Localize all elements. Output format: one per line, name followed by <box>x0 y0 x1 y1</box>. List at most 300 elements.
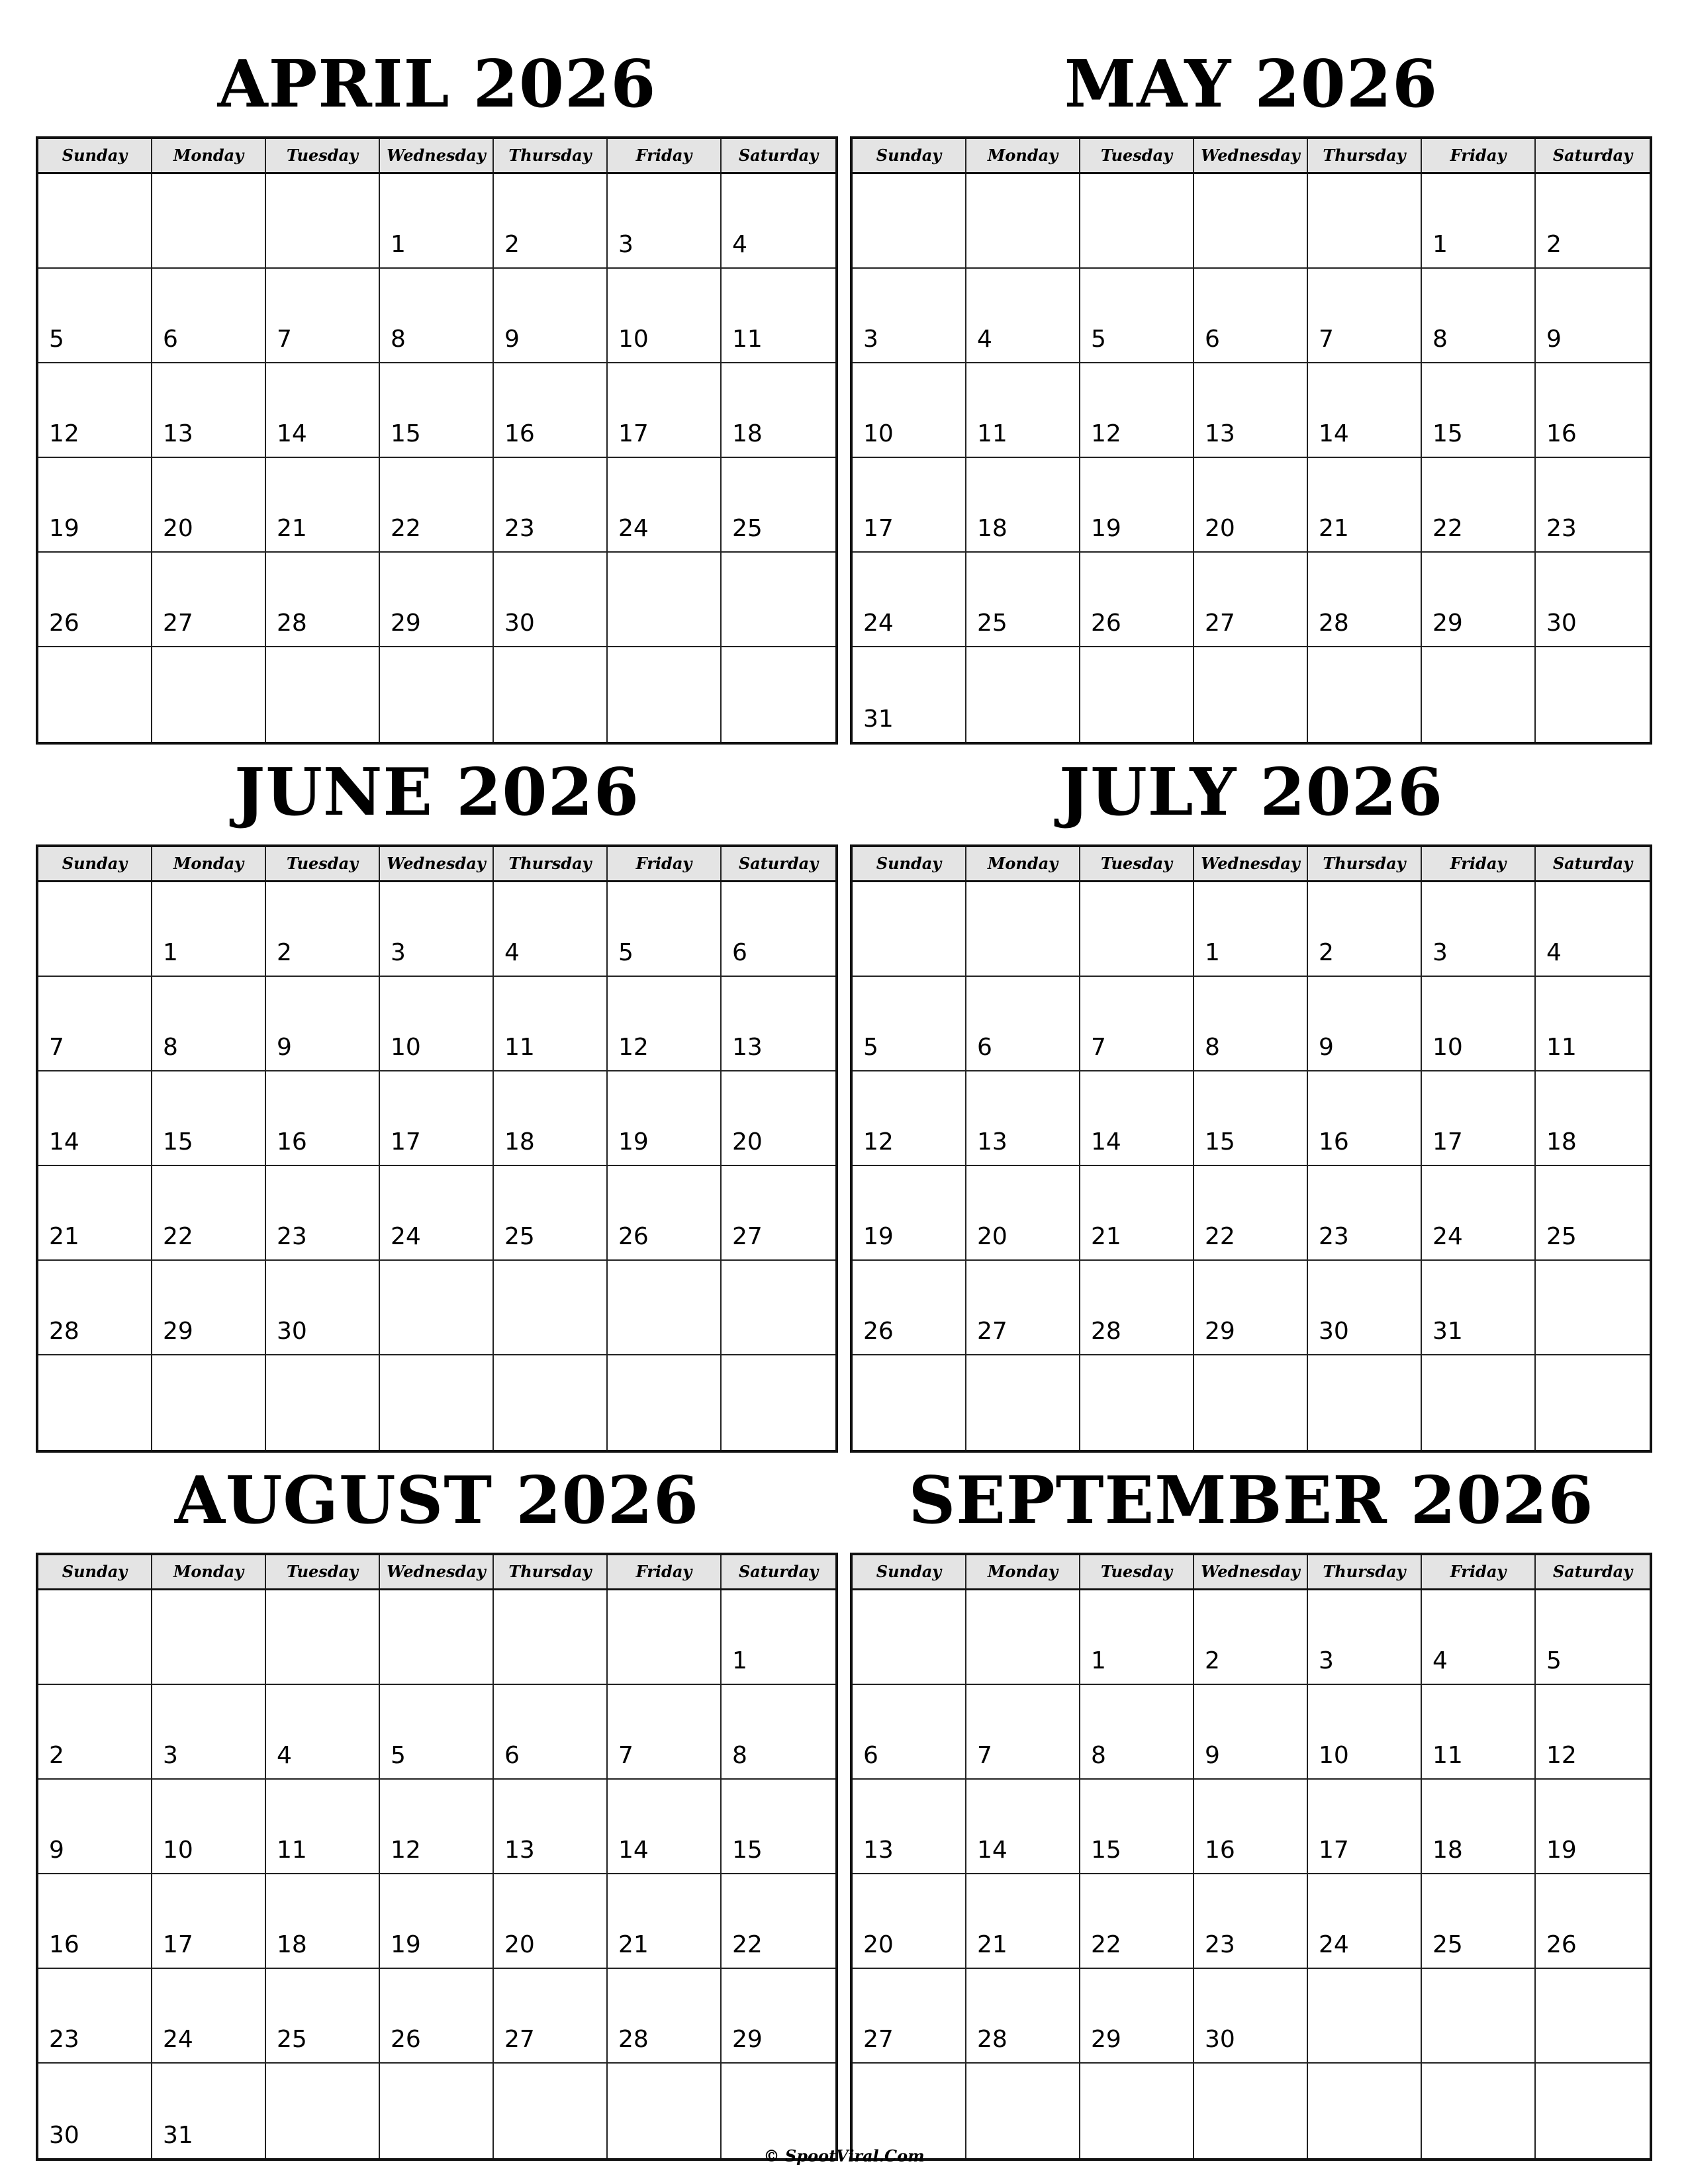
day-number: 8 <box>163 1034 178 1061</box>
day-number: 28 <box>49 1318 79 1345</box>
day-number: 2 <box>1205 1647 1220 1674</box>
day-cell <box>1080 1261 1194 1355</box>
day-number: 9 <box>277 1034 292 1061</box>
day-number: 13 <box>504 1837 535 1864</box>
day-number: 1 <box>732 1647 747 1674</box>
day-cell <box>1194 1780 1308 1874</box>
day-number: 5 <box>49 326 64 353</box>
day-cell <box>494 458 608 553</box>
weekday-label: Tuesday <box>1080 1555 1194 1588</box>
day-number: 18 <box>1432 1837 1463 1864</box>
day-cell <box>1308 2064 1422 2158</box>
day-number: 17 <box>1319 1837 1349 1864</box>
day-number: 21 <box>977 1931 1008 1958</box>
day-cell <box>152 458 266 553</box>
weekday-label: Sunday <box>853 1555 966 1588</box>
month-calendar-july <box>850 727 1652 1453</box>
day-cell <box>1194 363 1308 458</box>
weekday-label: Friday <box>608 847 722 880</box>
day-number: 22 <box>391 515 421 542</box>
day-number: 22 <box>1091 1931 1121 1958</box>
day-cell <box>38 269 152 363</box>
day-cell <box>608 1874 722 1969</box>
weekday-label: Saturday <box>738 146 819 165</box>
day-cell <box>1536 269 1650 363</box>
day-number: 7 <box>49 1034 64 1061</box>
day-cell <box>966 1874 1080 1969</box>
day-cell <box>1194 1685 1308 1780</box>
day-cell <box>494 882 608 977</box>
day-number: 23 <box>277 1223 307 1250</box>
day-cell <box>1422 363 1536 458</box>
day-cell <box>1422 1590 1536 1685</box>
day-number: 28 <box>977 2026 1008 2053</box>
day-cell <box>853 1969 966 2064</box>
day-cell <box>608 1261 722 1355</box>
day-number: 29 <box>732 2026 763 2053</box>
day-cell <box>152 2064 266 2158</box>
day-cell <box>1422 458 1536 553</box>
day-cell <box>1080 1685 1194 1780</box>
weekday-label: Wednesday <box>380 1555 494 1588</box>
weekday-label: Tuesday <box>266 1555 380 1588</box>
day-cell <box>38 1685 152 1780</box>
day-cell <box>494 1780 608 1874</box>
day-cell <box>266 1685 380 1780</box>
day-number: 25 <box>277 2026 307 2053</box>
day-cell <box>722 1166 835 1261</box>
day-number: 16 <box>1546 420 1577 447</box>
day-cell <box>380 1780 494 1874</box>
day-number: 15 <box>1091 1837 1121 1864</box>
day-number: 14 <box>618 1837 649 1864</box>
day-cell <box>266 174 380 269</box>
weekday-label: Sunday <box>38 847 152 880</box>
weekday-label: Thursday <box>1308 139 1422 172</box>
month-grid <box>850 844 1652 1453</box>
day-number: 31 <box>163 2122 193 2149</box>
day-cell <box>152 882 266 977</box>
day-cell <box>1308 882 1422 977</box>
day-cell <box>853 269 966 363</box>
day-number: 20 <box>977 1223 1008 1250</box>
day-cell <box>1308 1071 1422 1166</box>
day-cell <box>152 1780 266 1874</box>
day-number: 3 <box>1319 1647 1334 1674</box>
day-number: 1 <box>163 939 178 966</box>
day-number: 25 <box>1546 1223 1577 1250</box>
day-number: 29 <box>163 1318 193 1345</box>
day-cell <box>38 1780 152 1874</box>
day-number: 12 <box>1091 420 1121 447</box>
day-cell <box>853 553 966 647</box>
day-number: 23 <box>49 2026 79 2053</box>
day-number: 24 <box>163 2026 193 2053</box>
weekday-label: Saturday <box>1552 854 1633 873</box>
day-number: 14 <box>49 1128 79 1156</box>
weekday-label: Thursday <box>494 847 608 880</box>
day-cell <box>380 1071 494 1166</box>
day-cell <box>1080 2064 1194 2158</box>
day-number: 29 <box>1205 1318 1235 1345</box>
day-number: 19 <box>1091 515 1121 542</box>
day-cell <box>1422 1685 1536 1780</box>
day-cell <box>1536 2064 1650 2158</box>
day-number: 7 <box>618 1742 633 1769</box>
day-cell <box>966 553 1080 647</box>
weeks-grid <box>853 882 1650 1450</box>
day-cell <box>608 1969 722 2064</box>
day-cell <box>494 977 608 1071</box>
day-cell <box>722 1685 835 1780</box>
day-number: 22 <box>732 1931 763 1958</box>
weekday-label: Thursday <box>494 1555 608 1588</box>
day-cell <box>152 1685 266 1780</box>
weekday-label: Friday <box>1422 847 1536 880</box>
day-cell <box>1536 553 1650 647</box>
day-cell <box>152 363 266 458</box>
weekday-label: Tuesday <box>266 847 380 880</box>
day-cell <box>608 1071 722 1166</box>
day-cell <box>722 1261 835 1355</box>
month-grid <box>850 1553 1652 2161</box>
month-grid <box>36 136 838 745</box>
day-number: 18 <box>732 420 763 447</box>
day-cell <box>1194 1969 1308 2064</box>
day-number: 31 <box>1432 1318 1463 1345</box>
weekday-label: Sunday <box>38 1555 152 1588</box>
day-number: 10 <box>1319 1742 1349 1769</box>
day-cell <box>1080 1166 1194 1261</box>
day-number: 11 <box>504 1034 535 1061</box>
day-number: 6 <box>863 1742 878 1769</box>
day-cell <box>1080 977 1194 1071</box>
day-number: 26 <box>1091 610 1121 637</box>
day-number: 2 <box>504 231 520 258</box>
day-cell <box>266 269 380 363</box>
day-cell <box>494 1261 608 1355</box>
weekday-label: Tuesday <box>266 139 380 172</box>
day-cell <box>1536 1874 1650 1969</box>
day-cell <box>1536 1780 1650 1874</box>
day-number: 21 <box>618 1931 649 1958</box>
day-cell <box>494 1685 608 1780</box>
day-cell <box>38 1071 152 1166</box>
weekday-label: Sunday <box>38 139 152 172</box>
day-number: 26 <box>618 1223 649 1250</box>
day-number: 29 <box>391 610 421 637</box>
weekday-label: Wednesday <box>380 847 494 880</box>
day-cell <box>966 1071 1080 1166</box>
day-cell <box>1080 882 1194 977</box>
day-cell <box>853 1166 966 1261</box>
day-cell <box>722 977 835 1071</box>
day-cell <box>966 174 1080 269</box>
day-cell <box>1080 1969 1194 2064</box>
day-number: 29 <box>1091 2026 1121 2053</box>
day-number: 8 <box>1091 1742 1106 1769</box>
day-cell <box>266 1590 380 1685</box>
day-cell <box>853 977 966 1071</box>
day-cell <box>266 977 380 1071</box>
day-number: 22 <box>1205 1223 1235 1250</box>
day-number: 2 <box>1546 231 1562 258</box>
day-cell <box>608 269 722 363</box>
day-number: 9 <box>1546 326 1562 353</box>
day-cell <box>853 882 966 977</box>
day-cell <box>966 882 1080 977</box>
day-cell <box>1194 1261 1308 1355</box>
day-number: 19 <box>863 1223 894 1250</box>
day-number: 8 <box>732 1742 747 1769</box>
month-title: MAY 2026 <box>1064 46 1438 122</box>
day-cell <box>38 458 152 553</box>
day-cell <box>1422 1261 1536 1355</box>
day-cell <box>1422 882 1536 977</box>
day-cell <box>1194 553 1308 647</box>
day-number: 23 <box>1546 515 1577 542</box>
day-cell <box>1308 1166 1422 1261</box>
day-cell <box>1194 269 1308 363</box>
day-cell <box>152 1166 266 1261</box>
footer-credit: © SpootViral.Com <box>763 2146 925 2165</box>
weeks-grid <box>853 174 1650 742</box>
day-cell <box>853 1685 966 1780</box>
day-cell <box>266 1780 380 1874</box>
day-cell <box>722 882 835 977</box>
day-cell <box>722 174 835 269</box>
day-cell <box>722 363 835 458</box>
month-title: SEPTEMBER 2026 <box>908 1463 1594 1539</box>
day-number: 2 <box>49 1742 64 1769</box>
day-cell <box>722 1071 835 1166</box>
day-cell <box>1308 1261 1422 1355</box>
day-cell <box>1080 458 1194 553</box>
day-number: 10 <box>163 1837 193 1864</box>
month-title: AUGUST 2026 <box>174 1463 700 1539</box>
day-cell <box>1308 1685 1422 1780</box>
day-cell <box>494 2064 608 2158</box>
day-cell <box>1536 174 1650 269</box>
weekday-label: Friday <box>608 1555 722 1588</box>
weekday-header <box>853 139 1650 174</box>
day-cell <box>1308 363 1422 458</box>
day-cell <box>1536 1685 1650 1780</box>
day-cell <box>1194 458 1308 553</box>
day-number: 10 <box>618 326 649 353</box>
weekday-label: Wednesday <box>1194 847 1308 880</box>
day-number: 25 <box>1432 1931 1463 1958</box>
day-number: 15 <box>163 1128 193 1156</box>
day-cell <box>853 363 966 458</box>
day-number: 27 <box>163 610 193 637</box>
day-cell <box>1422 553 1536 647</box>
day-number: 11 <box>977 420 1008 447</box>
day-cell <box>380 882 494 977</box>
day-number: 13 <box>863 1837 894 1864</box>
day-cell <box>1536 1969 1650 2064</box>
day-cell <box>722 458 835 553</box>
day-number: 17 <box>163 1931 193 1958</box>
day-number: 8 <box>1205 1034 1220 1061</box>
day-number: 1 <box>1091 1647 1106 1674</box>
day-cell <box>152 1071 266 1166</box>
day-number: 28 <box>277 610 307 637</box>
day-cell <box>494 1071 608 1166</box>
weekday-label: Thursday <box>1308 847 1422 880</box>
day-cell <box>1080 553 1194 647</box>
weeks-grid <box>38 882 835 1450</box>
day-cell <box>722 1874 835 1969</box>
day-cell <box>494 174 608 269</box>
weekday-label: Monday <box>152 1555 266 1588</box>
day-cell <box>1080 1590 1194 1685</box>
day-number: 17 <box>618 420 649 447</box>
day-cell <box>38 363 152 458</box>
day-cell <box>494 1874 608 1969</box>
day-number: 9 <box>49 1837 64 1864</box>
day-number: 6 <box>732 939 747 966</box>
day-number: 13 <box>732 1034 763 1061</box>
day-cell <box>494 553 608 647</box>
day-number: 10 <box>863 420 894 447</box>
day-number: 24 <box>863 610 894 637</box>
day-number: 19 <box>391 1931 421 1958</box>
day-cell <box>38 977 152 1071</box>
day-cell <box>608 1780 722 1874</box>
day-number: 3 <box>863 326 878 353</box>
day-cell <box>1536 1166 1650 1261</box>
day-number: 26 <box>49 610 79 637</box>
weekday-label: Thursday <box>494 139 608 172</box>
day-cell <box>608 882 722 977</box>
weekday-label: Monday <box>966 139 1080 172</box>
day-number: 28 <box>1091 1318 1121 1345</box>
day-number: 9 <box>1205 1742 1220 1769</box>
day-cell <box>966 1166 1080 1261</box>
day-cell <box>722 1969 835 2064</box>
day-number: 1 <box>391 231 406 258</box>
day-cell <box>266 553 380 647</box>
day-number: 5 <box>1091 326 1106 353</box>
day-number: 30 <box>49 2122 79 2149</box>
day-number: 31 <box>863 705 894 733</box>
day-number: 4 <box>732 231 747 258</box>
day-number: 5 <box>391 1742 406 1769</box>
day-cell <box>380 174 494 269</box>
month-calendar-june <box>36 727 838 1453</box>
weekday-header <box>853 847 1650 882</box>
day-number: 1 <box>1205 939 1220 966</box>
weekday-label: Monday <box>152 847 266 880</box>
day-number: 12 <box>49 420 79 447</box>
day-cell <box>266 1261 380 1355</box>
day-cell <box>494 363 608 458</box>
day-cell <box>266 363 380 458</box>
day-cell <box>152 977 266 1071</box>
day-number: 8 <box>391 326 406 353</box>
day-number: 26 <box>863 1318 894 1345</box>
day-cell <box>1422 977 1536 1071</box>
day-cell <box>966 1261 1080 1355</box>
day-number: 6 <box>977 1034 992 1061</box>
day-cell <box>1308 1874 1422 1969</box>
weekday-label: Sunday <box>853 847 966 880</box>
day-cell <box>494 1969 608 2064</box>
day-cell <box>38 1166 152 1261</box>
month-title: JUNE 2026 <box>234 754 639 831</box>
day-number: 11 <box>1546 1034 1577 1061</box>
month-title: APRIL 2026 <box>217 46 657 122</box>
day-number: 30 <box>1319 1318 1349 1345</box>
day-cell <box>380 1166 494 1261</box>
day-number: 21 <box>277 515 307 542</box>
day-number: 15 <box>391 420 421 447</box>
day-number: 18 <box>277 1931 307 1958</box>
day-cell <box>722 1590 835 1685</box>
day-cell <box>1308 1969 1422 2064</box>
day-cell <box>380 363 494 458</box>
day-number: 7 <box>977 1742 992 1769</box>
day-cell <box>608 1685 722 1780</box>
day-cell <box>1194 1166 1308 1261</box>
day-cell <box>380 1685 494 1780</box>
day-number: 30 <box>504 610 535 637</box>
day-cell <box>1536 977 1650 1071</box>
day-cell <box>266 1071 380 1166</box>
day-cell <box>966 1685 1080 1780</box>
day-number: 21 <box>49 1223 79 1250</box>
day-cell <box>966 1780 1080 1874</box>
month-grid <box>36 844 838 1453</box>
day-number: 12 <box>863 1128 894 1156</box>
day-number: 4 <box>277 1742 292 1769</box>
day-number: 8 <box>1432 326 1448 353</box>
day-cell <box>38 1874 152 1969</box>
day-cell <box>494 1166 608 1261</box>
day-number: 16 <box>49 1931 79 1958</box>
day-number: 14 <box>1319 420 1349 447</box>
weekday-label: Saturday <box>1552 146 1633 165</box>
month-calendar-may <box>850 19 1652 745</box>
day-cell <box>38 1261 152 1355</box>
day-cell <box>722 553 835 647</box>
day-number: 30 <box>1205 2026 1235 2053</box>
weekday-label: Monday <box>966 1555 1080 1588</box>
weekday-header <box>38 1555 835 1590</box>
day-number: 19 <box>49 515 79 542</box>
weekday-label: Monday <box>966 847 1080 880</box>
day-cell <box>380 2064 494 2158</box>
day-number: 7 <box>277 326 292 353</box>
weekday-label: Wednesday <box>380 139 494 172</box>
day-cell <box>608 2064 722 2158</box>
weekday-label: Monday <box>152 139 266 172</box>
day-number: 15 <box>1432 420 1463 447</box>
day-number: 22 <box>163 1223 193 1250</box>
day-number: 5 <box>1546 1647 1562 1674</box>
day-number: 7 <box>1319 326 1334 353</box>
day-number: 29 <box>1432 610 1463 637</box>
day-cell <box>966 269 1080 363</box>
day-cell <box>853 1874 966 1969</box>
day-number: 30 <box>277 1318 307 1345</box>
weekday-label: Sunday <box>853 139 966 172</box>
day-number: 21 <box>1091 1223 1121 1250</box>
day-cell <box>380 1590 494 1685</box>
day-number: 27 <box>732 1223 763 1250</box>
day-cell <box>38 2064 152 2158</box>
